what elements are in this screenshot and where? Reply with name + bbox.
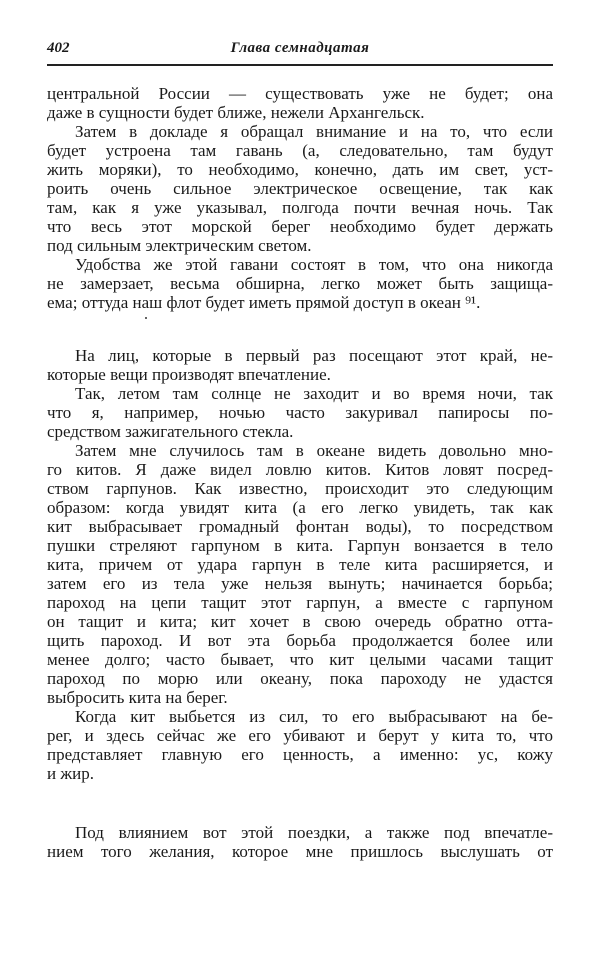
text-line: там, как я уже указывал, полгода почти вечная ночь. Так <box>47 198 553 217</box>
text-line: не замерзает, весьма обширна, легко может быть защища- <box>47 274 553 293</box>
text-block-harbor <box>47 84 553 312</box>
text-line: образом: когда увидят кита (а его легко увидеть, так как <box>47 498 553 517</box>
text-line: ема; оттуда наш флот будет иметь прямой доступ в океан ⁹¹. <box>47 293 481 312</box>
text-line: Когда кит выбьется из сил, то его выбрасывают на бе- <box>75 707 553 726</box>
running-header <box>47 40 553 60</box>
text-line: средством зажигательного стекла. <box>47 422 294 441</box>
text-line: На лиц, которые в первый раз посещают этот край, не- <box>75 346 553 365</box>
chapter-title: Глава семнадцатая <box>230 40 370 56</box>
text-line: представляет главную его ценность, а именно: ус, кожу <box>47 745 553 764</box>
text-line: что я, например, ночью часто закуривал папиросы по- <box>47 403 553 422</box>
text-line: которые вещи производят впечатление. <box>47 365 331 384</box>
text-line: роить очень сильное электрическое освещение, так как <box>47 179 553 198</box>
text-line: центральной России — существовать уже не будет; она <box>47 84 553 103</box>
page-number: 402 <box>47 40 70 56</box>
text-block-whaling <box>47 346 553 783</box>
text-line: ством гарпунов. Как известно, происходит это следующим <box>47 479 553 498</box>
text-line: выбросить кита на берег. <box>47 688 228 707</box>
text-line: под сильным электрическим светом. <box>47 236 312 255</box>
text-line: го китов. Я даже видел ловлю китов. Китов ловят посред- <box>47 460 553 479</box>
text-line: нием того желания, которое мне пришлось выслушать от <box>47 842 553 861</box>
text-line: затем его из тела уже нельзя вынуть; начинается борьба; <box>47 574 553 593</box>
print-speck <box>145 317 147 319</box>
text-block-influence <box>47 823 553 861</box>
text-line: пароход по морю или океану, пока пароходу не удастся <box>47 669 553 688</box>
text-line: что весь этот морской берег необходимо будет держать <box>47 217 553 236</box>
text-line: жить моряки), то необходимо, конечно, дать им свет, уст- <box>47 160 553 179</box>
text-line: он тащит и кита; кит хочет в свою очередь обратно отта- <box>47 612 553 631</box>
text-line: Удобства же этой гавани состоят в том, что она никогда <box>75 255 553 274</box>
text-line: будет устроена там гавань (а, следовательно, там будут <box>47 141 553 160</box>
text-line: менее долго; часто бывает, что кит целыми часами тащит <box>47 650 553 669</box>
text-line: и жир. <box>47 764 94 783</box>
text-line: Затем в докладе я обращал внимание и на то, что если <box>75 122 553 141</box>
text-line: рег, и здесь сейчас же его убивают и берут у кита то, что <box>47 726 553 745</box>
text-line: пушки стреляют гарпуном в кита. Гарпун вонзается в тело <box>47 536 553 555</box>
text-line: кит выбрасывает громадный фонтан воды), то посредством <box>47 517 553 536</box>
text-line: Затем мне случилось там в океане видеть довольно мно- <box>75 441 553 460</box>
header-rule <box>47 64 553 66</box>
text-line: кита, причем от удара гарпун в теле кита расширяется, и <box>47 555 553 574</box>
text-line: щить пароход. И вот эта борьба продолжается более или <box>47 631 553 650</box>
text-line: Так, летом там солнце не заходит и во время ночи, так <box>75 384 553 403</box>
text-line: Под влиянием вот этой поездки, а также под впечатле- <box>75 823 553 842</box>
text-line: пароход на цепи тащит этот гарпун, а вместе с гарпуном <box>47 593 553 612</box>
text-line: даже в сущности будет ближе, нежели Архангельск. <box>47 103 425 122</box>
